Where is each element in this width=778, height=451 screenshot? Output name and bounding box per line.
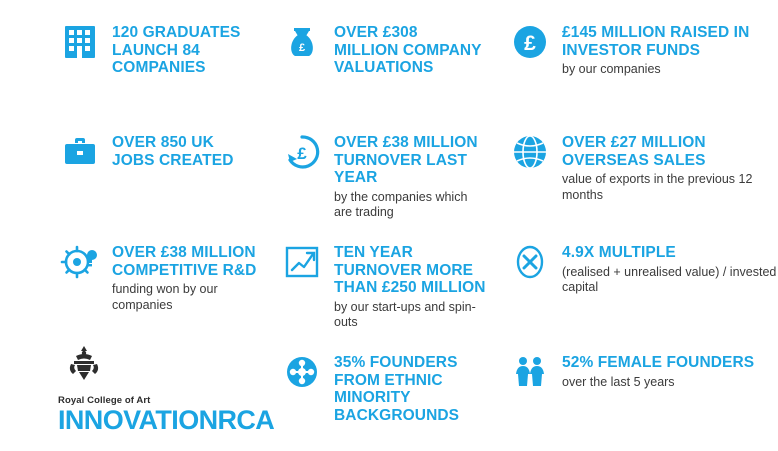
stat-headline: 120 GRADUATES LAUNCH 84 COMPANIES xyxy=(112,24,241,76)
stat-text xyxy=(334,22,486,77)
stat-item xyxy=(258,228,486,338)
globe-icon xyxy=(508,132,552,176)
stat-headline: TEN YEAR TURNOVER MORE THAN £250 MILLION xyxy=(334,244,486,296)
stat-item xyxy=(258,8,486,118)
stat-headline: OVER £38 MILLION TURNOVER LAST YEAR xyxy=(334,134,478,186)
stat-subtext: by the companies which are trading xyxy=(334,189,468,220)
stat-item xyxy=(0,228,258,338)
innovation-rca-logo xyxy=(0,338,275,451)
stat-headline: OVER 850 UK JOBS CREATED xyxy=(112,134,234,169)
stat-headline: 52% FEMALE FOUNDERS xyxy=(562,354,755,371)
rca-crest-logo xyxy=(60,344,108,388)
stat-text xyxy=(112,242,258,314)
gear-lightbulb-icon xyxy=(58,242,102,286)
stat-headline: £145 MILLION RAISED IN INVESTOR FUNDS xyxy=(562,24,750,59)
stat-subtext: (realised + unrealised value) / invested capital xyxy=(562,264,777,295)
svg-text:£: £ xyxy=(297,144,307,163)
stat-headline: 4.9X MULTIPLE xyxy=(562,244,676,261)
two-women-icon xyxy=(508,352,552,396)
stat-text xyxy=(334,132,486,221)
briefcase-icon xyxy=(58,132,102,176)
stat-subtext: over the last 5 years xyxy=(562,374,675,389)
stat-item xyxy=(258,338,486,451)
svg-text:£: £ xyxy=(524,32,536,55)
stat-text xyxy=(112,132,258,169)
stat-text xyxy=(562,352,778,390)
stat-item xyxy=(258,118,486,228)
growth-chart-icon xyxy=(280,242,324,286)
stat-item xyxy=(0,8,258,118)
stat-subtext: by our start-ups and spin-outs xyxy=(334,299,476,330)
stat-item xyxy=(0,118,258,228)
stat-item xyxy=(486,228,778,338)
stat-headline: OVER £308 MILLION COMPANY VALUATIONS xyxy=(334,24,482,76)
stat-subtext: by our companies xyxy=(562,62,661,76)
innovation-rca-wordmark xyxy=(58,405,275,435)
stat-headline: OVER £38 MILLION COMPETITIVE R&D xyxy=(112,244,257,279)
stats-grid xyxy=(0,8,778,451)
stat-text xyxy=(334,242,486,331)
stat-headline: 35% FOUNDERS FROM ETHNIC MINORITY BACKGROUNDS xyxy=(334,354,460,424)
stat-headline: OVER £27 MILLION OVERSEAS SALES xyxy=(562,134,706,169)
stat-item xyxy=(486,118,778,228)
stat-text xyxy=(562,22,778,78)
pound-refresh-icon xyxy=(280,132,324,176)
stat-subtext: value of exports in the previous 12 months xyxy=(562,172,753,202)
pound-circle-icon xyxy=(508,22,552,66)
stat-text xyxy=(112,22,258,77)
rca-name: Royal College of Art xyxy=(58,395,151,406)
money-bag-icon xyxy=(280,22,324,66)
building-icon xyxy=(58,22,102,66)
stat-text xyxy=(334,352,486,424)
stat-subtext: funding won by our companies xyxy=(112,282,218,312)
stat-item xyxy=(486,8,778,118)
stat-text xyxy=(562,242,778,296)
multiply-circle-icon xyxy=(508,242,552,286)
stat-item xyxy=(486,338,778,451)
wordmark-innovation: INNOVATION xyxy=(58,405,218,435)
wordmark-rca: RCA xyxy=(217,405,275,435)
people-network-icon xyxy=(280,352,324,396)
svg-text:£: £ xyxy=(298,42,306,54)
stat-text xyxy=(562,132,778,204)
